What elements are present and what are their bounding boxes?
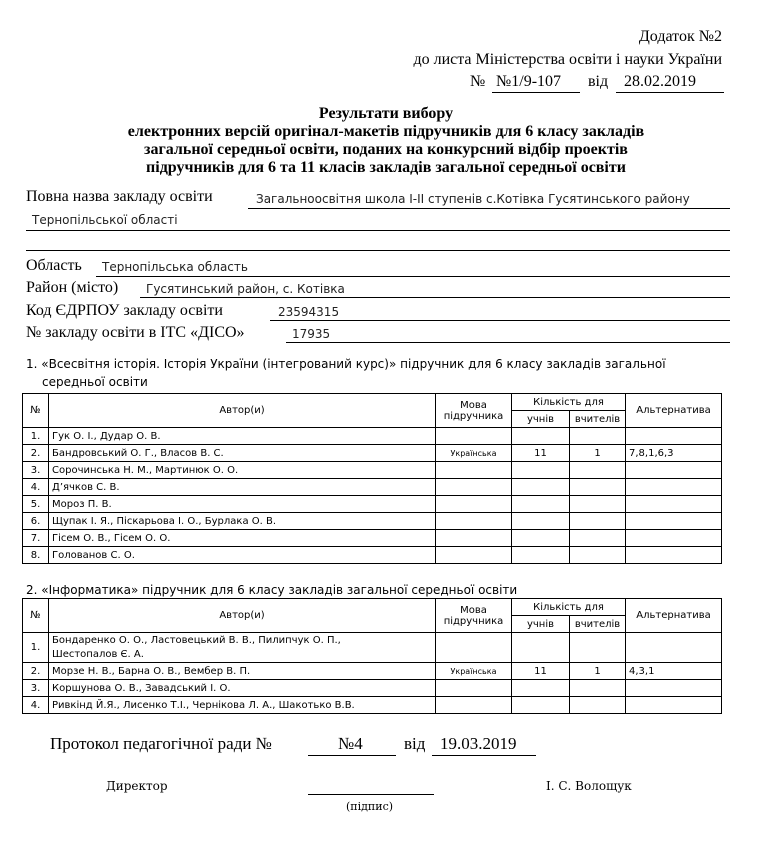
teachers-count-cell bbox=[570, 697, 626, 714]
author-cell bbox=[49, 633, 436, 663]
director-role: Директор bbox=[106, 779, 168, 793]
section2-heading: 2. «Інформатика» підручник для 6 класу закладів загальної середньої освіти bbox=[26, 583, 518, 597]
row-number: 4. bbox=[23, 479, 49, 496]
teachers-count-cell: 1 bbox=[570, 445, 626, 462]
row-number: 3. bbox=[23, 680, 49, 697]
table-row bbox=[23, 513, 722, 530]
alternative-cell: 4,3,1 bbox=[626, 663, 722, 680]
col-lang-header: Мова підручника bbox=[436, 394, 512, 428]
col-num-header: № bbox=[23, 394, 49, 428]
teachers-count-cell bbox=[570, 428, 626, 445]
letter-date-value: 28.02.2019 bbox=[624, 73, 696, 90]
language-cell bbox=[436, 428, 512, 445]
students-count-cell bbox=[512, 547, 570, 564]
author-cell: Щупак І. Я., Піскарьова І. О., Бурлака О. В. bbox=[49, 513, 436, 530]
protocol-number: №4 bbox=[338, 734, 363, 753]
col-students-header: учнів bbox=[512, 616, 570, 633]
teachers-count-cell bbox=[570, 530, 626, 547]
row-number: 7. bbox=[23, 530, 49, 547]
row-number: 8. bbox=[23, 547, 49, 564]
students-count-cell bbox=[512, 697, 570, 714]
author-cell: Гук О. І., Дудар О. В. bbox=[49, 428, 436, 445]
col-teachers-header: вчителів bbox=[570, 616, 626, 633]
protocol-date: 19.03.2019 bbox=[440, 734, 517, 753]
director-name: І. С. Волощук bbox=[546, 779, 632, 793]
region-value: Тернопільська область bbox=[102, 260, 248, 274]
alternative-cell bbox=[626, 697, 722, 714]
table-row bbox=[23, 697, 722, 714]
students-count-cell bbox=[512, 428, 570, 445]
alternative-cell bbox=[626, 479, 722, 496]
document-title: Результати вибору bbox=[318, 105, 454, 122]
district-value: Гусятинський район, с. Котівка bbox=[146, 282, 345, 296]
letter-no-label: № bbox=[470, 73, 486, 90]
signature-caption: (підпис) bbox=[346, 800, 394, 813]
alternative-cell bbox=[626, 462, 722, 479]
letter-date-label: від bbox=[588, 73, 609, 90]
alternative-cell bbox=[626, 680, 722, 697]
students-count-cell bbox=[512, 530, 570, 547]
school-name-underline-2 bbox=[26, 230, 730, 231]
teachers-count-cell bbox=[570, 680, 626, 697]
letter-no-underline bbox=[492, 92, 580, 93]
table-row bbox=[23, 462, 722, 479]
row-number: 2. bbox=[23, 445, 49, 462]
students-count-cell bbox=[512, 513, 570, 530]
row-number: 5. bbox=[23, 496, 49, 513]
language-cell bbox=[436, 513, 512, 530]
alternative-cell bbox=[626, 633, 722, 663]
table-row bbox=[23, 633, 722, 663]
students-count-cell: 11 bbox=[512, 663, 570, 680]
protocol-label: Протокол педагогічної ради № bbox=[50, 734, 272, 753]
language-cell bbox=[436, 697, 512, 714]
language-cell bbox=[436, 547, 512, 564]
teachers-count-cell bbox=[570, 547, 626, 564]
alternative-cell bbox=[626, 530, 722, 547]
teachers-count-cell bbox=[570, 496, 626, 513]
edrpou-label: Код ЄДРПОУ закладу освіти bbox=[26, 302, 223, 319]
table-row bbox=[23, 680, 722, 697]
teachers-count-cell bbox=[570, 513, 626, 530]
row-number: 1. bbox=[23, 428, 49, 445]
table-row bbox=[23, 479, 722, 496]
table-row bbox=[23, 428, 722, 445]
protocol-number-underline bbox=[308, 755, 396, 756]
col-teachers-header: вчителів bbox=[570, 411, 626, 428]
language-cell: Українська bbox=[436, 445, 512, 462]
alternative-cell bbox=[626, 428, 722, 445]
region-underline bbox=[96, 276, 730, 277]
edrpou-underline bbox=[270, 320, 730, 321]
letter-reference: до листа Міністерства освіти і науки України bbox=[413, 51, 722, 68]
language-cell bbox=[436, 680, 512, 697]
school-name-underline bbox=[248, 208, 730, 209]
table-row bbox=[23, 663, 722, 680]
col-qty-header: Кількість для bbox=[512, 394, 626, 411]
table-row bbox=[23, 496, 722, 513]
col-author-header: Автор(и) bbox=[49, 394, 436, 428]
students-count-cell bbox=[512, 633, 570, 663]
school-name-value: Загальноосвітня школа І-ІІ ступенів с.Котівка Гусятинського району bbox=[256, 192, 690, 206]
col-author-header: Автор(и) bbox=[49, 599, 436, 633]
author-line: Бондаренко О. О., Ластовецький В. В., Пилипчук О. П., bbox=[52, 634, 341, 646]
students-count-cell bbox=[512, 496, 570, 513]
table-row bbox=[23, 445, 722, 462]
document-title-line2: електронних версій оригінал-макетів підручників для 6 класу закладів bbox=[127, 123, 645, 140]
students-count-cell: 11 bbox=[512, 445, 570, 462]
author-cell: Голованов С. О. bbox=[49, 547, 436, 564]
district-underline bbox=[140, 297, 730, 298]
row-number: 6. bbox=[23, 513, 49, 530]
table-row bbox=[23, 547, 722, 564]
table-row bbox=[23, 530, 722, 547]
edrpou-value: 23594315 bbox=[278, 305, 340, 319]
author-line: Шестопалов Є. А. bbox=[52, 648, 144, 660]
language-cell bbox=[436, 496, 512, 513]
protocol-date-label: від bbox=[404, 734, 426, 753]
itc-value: 17935 bbox=[292, 327, 331, 341]
section1-table bbox=[22, 393, 722, 564]
school-name-label: Повна назва закладу освіти bbox=[26, 188, 213, 205]
author-cell: Мороз П. В. bbox=[49, 496, 436, 513]
col-alt-header: Альтернатива bbox=[626, 394, 722, 428]
alternative-cell bbox=[626, 496, 722, 513]
school-name-value-cont: Тернопільської області bbox=[32, 213, 178, 227]
document-title-line4: підручників для 6 та 11 класів закладів загальної середньої освіти bbox=[146, 159, 626, 176]
region-label: Область bbox=[26, 257, 82, 274]
itc-label: № закладу освіти в ІТС «ДІСО» bbox=[26, 324, 245, 341]
author-cell: Морзе Н. В., Барна О. В., Вембер В. П. bbox=[49, 663, 436, 680]
author-cell: Бандровський О. Г., Власов В. С. bbox=[49, 445, 436, 462]
language-cell bbox=[436, 633, 512, 663]
language-cell: Українська bbox=[436, 663, 512, 680]
col-students-header: учнів bbox=[512, 411, 570, 428]
district-label: Район (місто) bbox=[26, 279, 119, 296]
language-cell bbox=[436, 479, 512, 496]
section1-heading: 1. «Всесвітня історія. Історія України (інтегрований курс)» підручник для 6 класу закладів загальної bbox=[26, 357, 666, 371]
alternative-cell: 7,8,1,6,3 bbox=[626, 445, 722, 462]
itc-underline bbox=[286, 342, 730, 343]
author-cell: Ривкінд Й.Я., Лисенко Т.І., Чернікова Л. А., Шакотько В.В. bbox=[49, 697, 436, 714]
students-count-cell bbox=[512, 479, 570, 496]
signature-line bbox=[308, 794, 434, 795]
author-cell: Коршунова О. В., Завадський І. О. bbox=[49, 680, 436, 697]
protocol-date-underline bbox=[432, 755, 536, 756]
col-qty-header: Кількість для bbox=[512, 599, 626, 616]
students-count-cell bbox=[512, 680, 570, 697]
language-cell bbox=[436, 462, 512, 479]
section2-table bbox=[22, 598, 722, 714]
students-count-cell bbox=[512, 462, 570, 479]
document-title-line3: загальної середньої освіти, поданих на конкурсний відбір проектів bbox=[144, 141, 628, 158]
author-cell: Сорочинська Н. М., Мартинюк О. О. bbox=[49, 462, 436, 479]
col-num-header: № bbox=[23, 599, 49, 633]
row-number: 3. bbox=[23, 462, 49, 479]
teachers-count-cell bbox=[570, 479, 626, 496]
row-number: 4. bbox=[23, 697, 49, 714]
alternative-cell bbox=[626, 513, 722, 530]
teachers-count-cell bbox=[570, 462, 626, 479]
author-cell: Д’ячков С. В. bbox=[49, 479, 436, 496]
alternative-cell bbox=[626, 547, 722, 564]
letter-date-underline bbox=[616, 92, 724, 93]
letter-no-value: №1/9-107 bbox=[496, 73, 562, 90]
col-alt-header: Альтернатива bbox=[626, 599, 722, 633]
appendix-number: Додаток №2 bbox=[638, 28, 722, 45]
col-lang-header: Мова підручника bbox=[436, 599, 512, 633]
school-name-underline-3 bbox=[26, 250, 730, 251]
language-cell bbox=[436, 530, 512, 547]
author-cell: Гісем О. В., Гісем О. О. bbox=[49, 530, 436, 547]
teachers-count-cell bbox=[570, 633, 626, 663]
teachers-count-cell: 1 bbox=[570, 663, 626, 680]
section1-heading-cont: середньої освіти bbox=[42, 375, 148, 389]
row-number: 2. bbox=[23, 663, 49, 680]
row-number: 1. bbox=[23, 633, 49, 663]
